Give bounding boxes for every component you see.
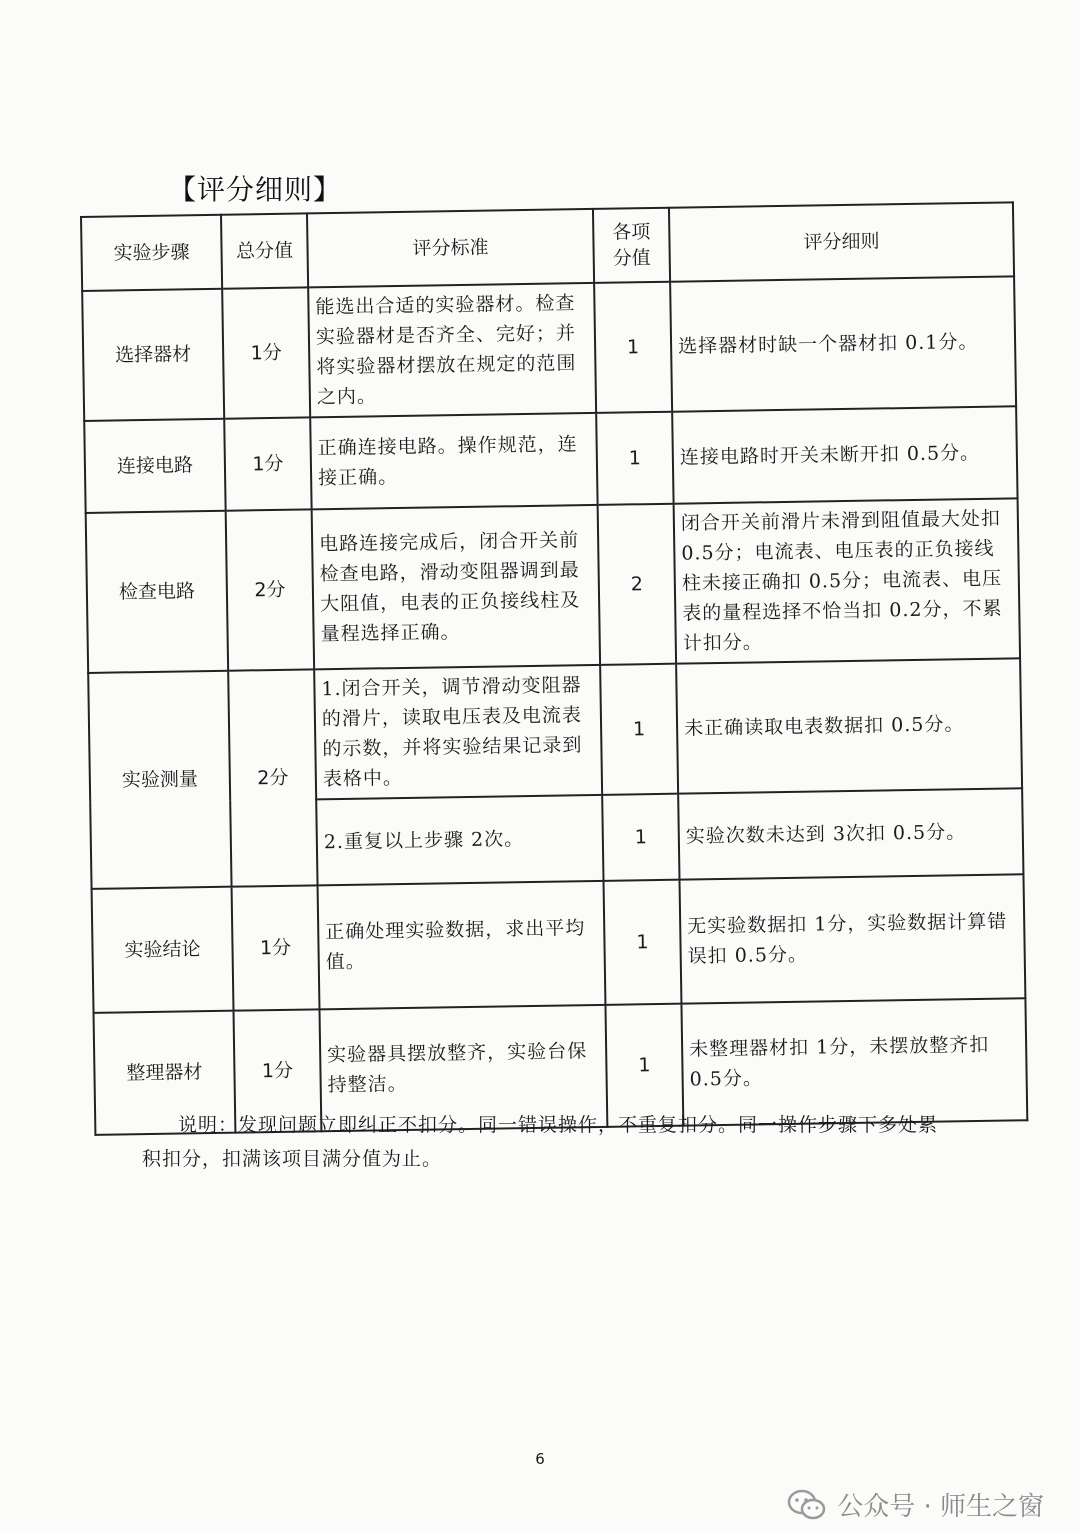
row-item-score: 1 bbox=[602, 794, 679, 881]
row-total: 1分 bbox=[222, 287, 310, 418]
row-item-score: 1 bbox=[604, 880, 682, 1005]
row-standard: 2.重复以上步骤 2次。 bbox=[316, 795, 603, 885]
row-detail: 实验次数未达到 3次扣 0.5分。 bbox=[678, 788, 1023, 879]
row-detail: 无实验数据扣 1分，实验数据计算错误扣 0.5分。 bbox=[679, 874, 1025, 1003]
table-row bbox=[82, 276, 1016, 421]
row-step: 选择器材 bbox=[82, 289, 224, 421]
scoring-table-wrapper bbox=[80, 201, 1026, 1136]
page-number: 6 bbox=[535, 1450, 545, 1468]
table-row bbox=[86, 498, 1020, 673]
row-standard: 正确连接电路。操作规范，连接正确。 bbox=[310, 413, 597, 509]
row-standard: 1.闭合开关，调节滑动变阻器的滑片，读取电压表及电流表的示数，并将实验结果记录到表格中。 bbox=[314, 665, 602, 799]
scoring-table bbox=[80, 201, 1028, 1136]
row-standard: 电路连接完成后，闭合开关前检查电路，滑动变阻器调到最大阻值，电表的正负接线柱及量程选择正确。 bbox=[312, 505, 600, 669]
row-item-score: 2 bbox=[598, 504, 677, 665]
row-step: 实验测量 bbox=[88, 671, 231, 889]
row-step: 检查电路 bbox=[86, 511, 228, 673]
row-standard: 实验器具摆放整齐，实验台保持整洁。 bbox=[319, 1005, 607, 1131]
table-row bbox=[84, 406, 1017, 513]
row-standard: 正确处理实验数据，求出平均值。 bbox=[318, 881, 606, 1009]
section-title: 【评分细则】 bbox=[168, 173, 343, 206]
header-total: 总分值 bbox=[221, 213, 308, 288]
table-row bbox=[88, 658, 1022, 803]
row-detail: 未整理器材扣 1分，未摆放整齐扣 0.5分。 bbox=[681, 998, 1027, 1125]
watermark-text: 公众号 · 师生之窗 bbox=[837, 1492, 1044, 1522]
row-item-score: 1 bbox=[596, 412, 673, 505]
row-step: 实验结论 bbox=[92, 887, 234, 1013]
wechat-icon bbox=[787, 1488, 827, 1522]
row-detail: 未正确读取电表数据扣 0.5分。 bbox=[676, 658, 1022, 793]
header-standard: 评分标准 bbox=[307, 209, 594, 287]
row-total: 2分 bbox=[226, 509, 315, 670]
row-total: 1分 bbox=[224, 417, 311, 510]
row-item-score: 1 bbox=[605, 1004, 683, 1127]
row-item-score: 1 bbox=[600, 664, 678, 795]
row-step: 连接电路 bbox=[84, 419, 225, 513]
header-item-score: 各项 分值 bbox=[593, 208, 670, 283]
row-step: 整理器材 bbox=[94, 1011, 236, 1135]
watermark bbox=[787, 1486, 1044, 1523]
header-detail: 评分细则 bbox=[669, 202, 1014, 281]
row-total: 1分 bbox=[234, 1009, 322, 1132]
header-step: 实验步骤 bbox=[81, 215, 222, 291]
row-detail: 选择器材时缺一个器材扣 0.1分。 bbox=[670, 276, 1016, 411]
row-total: 2分 bbox=[228, 669, 317, 886]
row-standard: 能选出合适的实验器材。检查实验器材是否齐全、完好；并将实验器材摆放在规定的范围之内。 bbox=[308, 283, 596, 417]
row-detail: 连接电路时开关未断开扣 0.5分。 bbox=[672, 406, 1017, 503]
row-item-score: 1 bbox=[594, 282, 672, 413]
row-detail: 闭合开关前滑片未滑到阻值最大处扣 0.5分；电流表、电压表的正负接线柱未接正确扣 0.5分；电流表、电压表的量程选择不恰当扣 0.2分，不累计扣分。 bbox=[674, 498, 1020, 663]
table-row bbox=[92, 874, 1026, 1013]
row-total: 1分 bbox=[232, 885, 320, 1010]
explanation-note: 说明：发现问题立即纠正不扣分。同一错误操作，不重复扣分。同一操作步骤下多处累积扣分，扣满该项目满分值为止。 bbox=[142, 1114, 939, 1170]
